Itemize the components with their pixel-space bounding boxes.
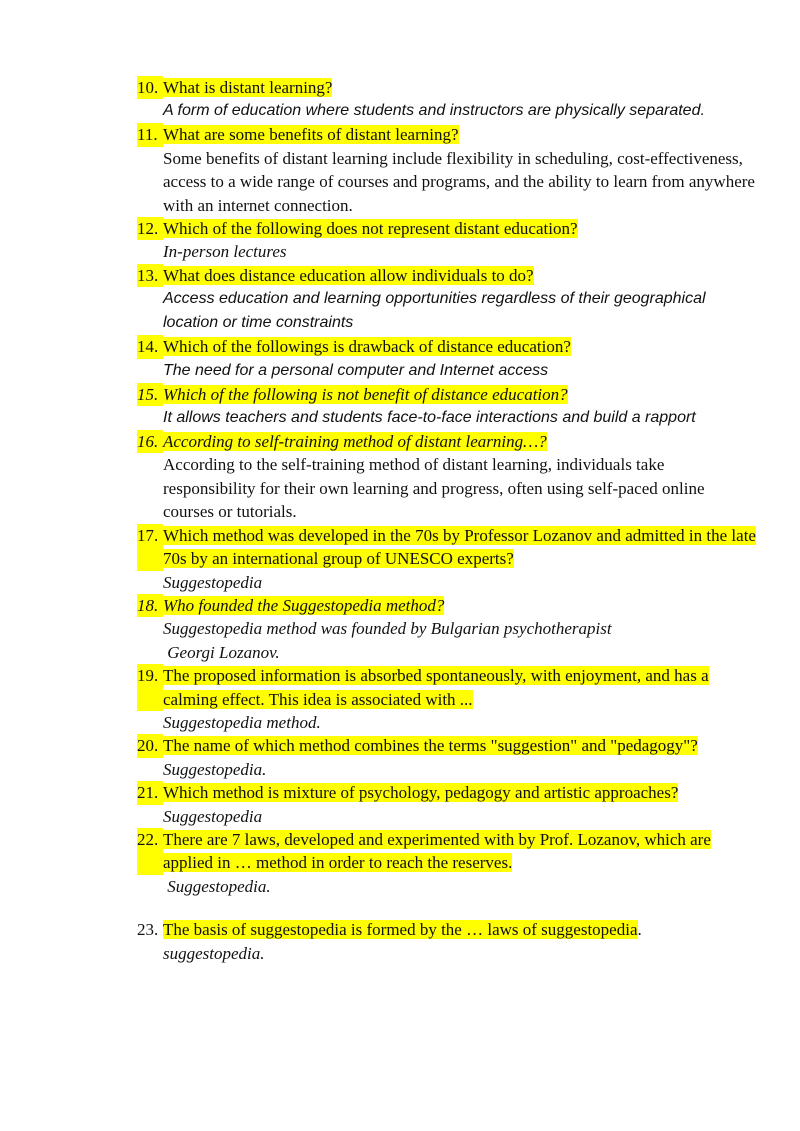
qa-item (137, 828, 757, 898)
answer: Suggestopedia. (163, 759, 267, 779)
question (137, 524, 757, 571)
question-text: The proposed information is absorbed spontaneously, with enjoyment, and has a calming effect. This idea is associated with ... (163, 666, 709, 709)
question-number: 14. (137, 335, 163, 358)
question-number: 22. (137, 828, 163, 875)
question-number: 18. (137, 594, 163, 617)
question (137, 734, 757, 757)
question (137, 264, 757, 287)
question-tail: . (637, 920, 642, 940)
answer: A form of education where students and instructors are physically separated. (163, 102, 705, 120)
qa-item (137, 76, 757, 123)
question-text: Which method is mixture of psychology, pedagogy and artistic approaches? (163, 783, 679, 803)
answer: Suggestopedia method. (163, 712, 321, 732)
question-number: 15. (137, 383, 163, 406)
question-text: Which method was developed in the 70s by Professor Lozanov and admitted in the late 70s by an international group of UNESCO experts? (163, 525, 756, 569)
question (137, 123, 757, 146)
question-number: 13. (137, 264, 163, 287)
question (137, 335, 757, 358)
qa-item (137, 264, 757, 335)
question (137, 664, 757, 711)
question-number: 12. (137, 217, 163, 240)
question-text: What are some benefits of distant learning? (163, 125, 459, 145)
question-text: The basis of suggestopedia is formed by the … laws of suggestopedia (163, 920, 638, 940)
qa-item (137, 430, 757, 524)
question-number: 16. (137, 430, 163, 453)
answer: Access education and learning opportunities regardless of their geographical location or time constraints (163, 290, 706, 332)
answer: In-person lectures (163, 242, 287, 262)
question (137, 828, 757, 875)
answer: Suggestopedia (163, 806, 263, 826)
question-text: Which of the following is not benefit of distance education? (163, 384, 568, 404)
question-number: 23. (137, 920, 159, 940)
answer: Suggestopedia (163, 572, 263, 592)
question-text: Which of the followings is drawback of distance education? (163, 337, 571, 357)
qa-item (137, 524, 757, 594)
answer: Suggestopedia method was founded by Bulgarian psychotherapist (163, 619, 612, 639)
question-text: Which of the following does not represent distant education? (163, 219, 578, 239)
question (137, 76, 757, 99)
answer: Some benefits of distant learning include flexibility in scheduling, cost-effectiveness, access to a wide range of courses and programs, and the ability to learn from anywhere with an internet connection. (163, 148, 755, 215)
answer-continued: Georgi Lozanov. (163, 642, 280, 662)
question-number: 20. (137, 734, 163, 757)
qa-item (137, 123, 757, 217)
question-number: 11. (137, 123, 163, 146)
answer: suggestopedia. (163, 943, 265, 963)
question-number: 10. (137, 76, 163, 99)
qa-item (137, 781, 757, 828)
question-number: 17. (137, 524, 163, 571)
question (137, 918, 757, 941)
qa-item (137, 918, 757, 965)
question-number: 19. (137, 664, 163, 711)
qa-item (137, 594, 757, 664)
question (137, 217, 757, 240)
question (137, 430, 757, 453)
answer: According to the self-training method of distant learning, individuals take responsibility for their own learning and progress, often using self-paced online courses or tutorials. (163, 455, 705, 522)
question-text: What is distant learning? (163, 78, 333, 97)
spacer (137, 898, 757, 918)
question-text: According to self-training method of distant learning…? (163, 432, 547, 452)
qa-item (137, 383, 757, 430)
question (137, 781, 757, 804)
question-number: 21. (137, 781, 163, 804)
qa-item (137, 335, 757, 382)
answer: Suggestopedia. (163, 876, 271, 896)
qa-list (137, 76, 757, 965)
question-text: There are 7 laws, developed and experimented with by Prof. Lozanov, which are applied in … method in order to reach the reserves. (163, 829, 711, 873)
question (137, 383, 757, 406)
qa-item (137, 664, 757, 734)
qa-item (137, 217, 757, 264)
question-text: Who founded the Suggestopedia method? (163, 595, 445, 615)
answer: It allows teachers and students face-to-face interactions and build a rapport (163, 409, 696, 427)
question-text: What does distance education allow individuals to do? (163, 265, 534, 285)
question (137, 594, 757, 617)
qa-item (137, 734, 757, 781)
answer: The need for a personal computer and Internet access (163, 361, 549, 379)
question-text: The name of which method combines the terms "suggestion" and "pedagogy"? (163, 736, 698, 756)
